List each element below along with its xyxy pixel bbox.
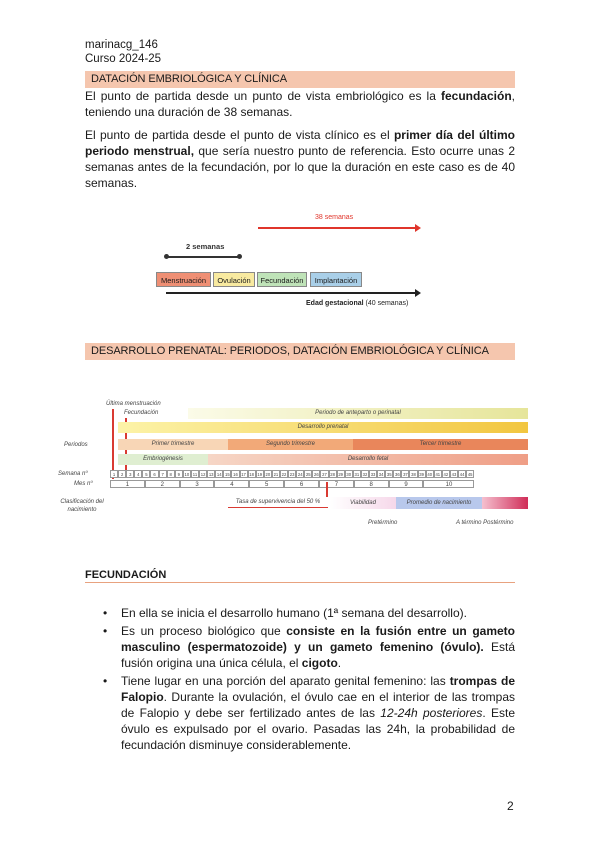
section-title-fecundacion: FECUNDACIÓN: [85, 569, 167, 581]
week-cell: 33: [370, 472, 376, 477]
week-cell: 13: [208, 472, 214, 477]
week-cell: 24: [297, 472, 303, 477]
box-menstruacion: Menstruación: [156, 272, 211, 287]
week-cell: 2: [118, 470, 126, 478]
months-row: [110, 480, 474, 488]
bar-embriogenesis: Embriogénesis: [118, 454, 208, 465]
label-pretermino: Pretérmino: [368, 520, 398, 526]
week-cell: 21: [273, 472, 279, 477]
week-cell: 41: [435, 472, 441, 477]
arrow-38-semanas: [258, 227, 416, 229]
week-cell: 22: [281, 472, 287, 477]
bar-tasa-supervivencia: Tasa de supervivencia del 50 %: [228, 497, 328, 508]
week-cell: 17: [241, 472, 246, 477]
p1-text-a: El punto de partida desde un punto de vista embriológico es la: [85, 89, 441, 103]
week-cell: 42: [443, 472, 449, 477]
p1-bold: fecundación: [440, 89, 512, 103]
mes-label: Mes nº: [74, 481, 93, 487]
bullet-text: . Durante la ovulación, el óvulo cae en el interior de las trompas de Falopio y debe ser fertilizado antes de las: [121, 690, 515, 720]
bar-termino: [482, 497, 528, 509]
p2-bold: primer día del último periodo menstrual,: [85, 128, 515, 158]
month-cell: 9: [389, 480, 424, 488]
month-cell: 1: [110, 480, 145, 488]
week-cell: 6: [150, 470, 158, 478]
bullet-text: . Este óvulo es expulsado por el ovario. Pasadas las 24h, la probabilidad de fecundación disminuye considerablemente.: [121, 706, 516, 752]
axis-label: [306, 300, 408, 307]
week-cell: 35: [386, 472, 392, 477]
week-cell: 16: [233, 472, 238, 477]
week-cell: 37: [403, 472, 408, 477]
p2-text-a: El punto de partida desde el punto de vista clínico es el: [85, 128, 394, 142]
label-38-semanas: 38 semanas: [315, 214, 354, 221]
week-cell: 36: [394, 472, 400, 477]
week-cell: 31: [354, 472, 360, 477]
fecundacion-bullets: [85, 605, 515, 755]
section-title-desarrollo: DESARROLLO PRENATAL: PERIODOS, DATACIÓN EMBRIOLÓGICA Y CLÍNICA: [85, 343, 515, 360]
label-2-semanas: 2 semanas: [186, 242, 225, 251]
bullet-text: Es un proceso biológico que: [121, 624, 287, 638]
bullet-item: [85, 673, 515, 753]
week-cell: 43: [451, 472, 457, 477]
bullet-text: Tiene lugar en una porción del aparato genital femenino: las: [121, 674, 450, 688]
label-a-termino: A término Postérmino: [456, 520, 514, 526]
label-fecundacion: Fecundación: [124, 410, 159, 416]
bullet-item: [85, 605, 515, 621]
bullet-text: .: [337, 656, 342, 670]
bar-viabilidad: Viabilidad: [330, 497, 396, 509]
week-cell: 40: [427, 472, 433, 477]
periodos-label: Periodos: [64, 442, 88, 448]
p2-text-b: que sería nuestro punto de referencia. Esto ocurre unas 2 semanas antes de la fecundación, por lo que la duración en este caso es de 40 semanas.: [85, 144, 515, 190]
marker-ultima-menstruacion: [112, 409, 114, 479]
week-cell: 20: [265, 472, 271, 477]
week-cell: 25: [305, 472, 311, 477]
week-cell: 7: [159, 470, 167, 478]
section-title-datacion: DATACIÓN EMBRIOLÓGICA Y CLÍNICA: [85, 71, 515, 88]
bar-desarrollo-prenatal: Desarrollo prenatal: [118, 422, 528, 433]
bar-tercer-trimestre: Tercer trimestre: [353, 439, 528, 450]
month-cell: 2: [145, 480, 180, 488]
week-cell: 45: [467, 472, 473, 477]
page-number: 2: [507, 799, 514, 813]
bar-desarrollo-fetal: Desarrollo fetal: [208, 454, 528, 465]
week-cell: 26: [314, 472, 319, 477]
bullet-text: consiste en la fusión entre un gameto masculino (espermatozoide) y un gameto femenino (óvulo).: [121, 624, 515, 654]
bar-primer-trimestre: Primer trimestre: [118, 439, 228, 450]
author-name: marinacg_146: [85, 39, 158, 51]
gestational-timeline-figure: [150, 208, 420, 320]
week-cell: 8: [167, 470, 175, 478]
month-cell: 4: [214, 480, 249, 488]
bullet-text: trompas de Falopio: [121, 674, 515, 704]
weeks-row: [110, 470, 474, 478]
month-cell: 3: [180, 480, 215, 488]
clasificacion-label: Clasificación del nacimiento: [60, 499, 104, 513]
month-cell: 6: [284, 480, 319, 488]
box-implantacion: Implantación: [310, 272, 362, 287]
week-cell: 14: [216, 472, 222, 477]
week-cell: 28: [330, 472, 335, 477]
week-cell: 39: [419, 472, 424, 477]
week-cell: 32: [362, 472, 368, 477]
section-underline: [85, 582, 515, 583]
semana-label: Semana nº: [58, 471, 88, 477]
week-cell: 3: [126, 470, 134, 478]
week-cell: 27: [322, 472, 327, 477]
week-cell: 23: [289, 472, 295, 477]
bullet-text: 12-24h posteriores: [380, 706, 483, 720]
bullet-item: [85, 623, 515, 671]
week-cell: 38: [411, 472, 416, 477]
paragraph-embriologico: [85, 88, 515, 120]
box-ovulacion: Ovulación: [213, 272, 255, 287]
bar-promedio-nacimiento: Promedio de nacimiento: [396, 497, 482, 509]
axis-label-rest: (40 semanas): [363, 300, 409, 307]
week-cell: 4: [134, 470, 142, 478]
paragraph-clinico: [85, 127, 515, 191]
month-cell: 5: [249, 480, 284, 488]
bar-periodo-anteparto: Periodo de anteparto o perinatal: [188, 408, 528, 419]
week-cell: 9: [175, 470, 183, 478]
p1-text-b: , teniendo una duración de 38 semanas.: [85, 89, 515, 119]
axis-label-bold: Edad gestacional: [306, 300, 364, 307]
week-cell: 12: [200, 472, 206, 477]
bullet-text: En ella se inicia el desarrollo humano (1ª semana del desarrollo).: [121, 606, 467, 620]
week-cell: 18: [249, 472, 254, 477]
week-cell: 19: [257, 472, 263, 477]
line-2-semanas: [166, 256, 240, 258]
bullet-text: cigoto: [301, 656, 338, 670]
bar-segundo-trimestre: Segundo trimestre: [228, 439, 353, 450]
month-cell: 8: [354, 480, 389, 488]
box-fecundacion: Fecundación: [257, 272, 307, 287]
week-cell: 11: [192, 472, 198, 477]
bullet-text: Está fusión origina una única célula, el: [121, 640, 515, 670]
label-ultima-menstruacion: Última menstruación: [106, 401, 161, 407]
week-cell: 29: [338, 472, 343, 477]
week-cell: 30: [346, 472, 352, 477]
week-cell: 15: [225, 472, 230, 477]
gestational-axis: [166, 292, 416, 294]
week-cell: 10: [184, 472, 190, 477]
month-cell: 10: [423, 480, 474, 488]
prenatal-development-figure: [58, 398, 528, 533]
course-label: Curso 2024-25: [85, 53, 162, 65]
week-cell: 34: [378, 472, 384, 477]
month-cell: 7: [319, 480, 354, 488]
week-cell: 44: [459, 472, 465, 477]
week-cell: 1: [110, 470, 118, 478]
week-cell: 5: [142, 470, 150, 478]
